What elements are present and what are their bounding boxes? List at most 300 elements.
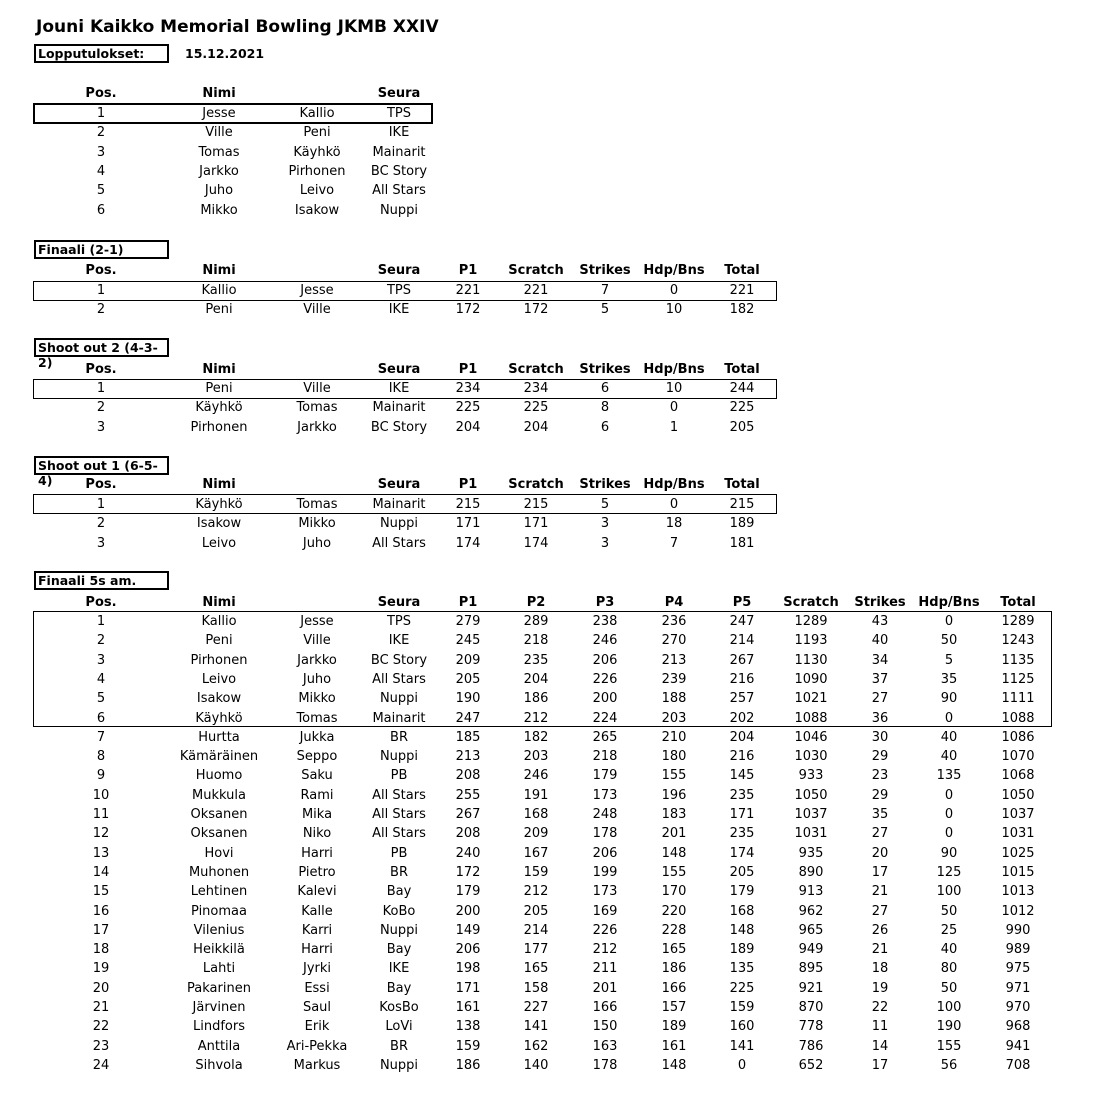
- finaali5s-cell: Pietro: [298, 864, 336, 880]
- finaali5s-cell: 216: [729, 671, 755, 687]
- finaali5s-cell: Saul: [302, 1000, 332, 1015]
- finaali5s-cell: 1130: [794, 652, 828, 668]
- finaali5s-cell: 246: [523, 768, 549, 784]
- event-date: 15.12.2021: [185, 46, 265, 61]
- finaali5s-cell: Lehtinen: [190, 884, 248, 900]
- finaali-cell: 10: [665, 302, 683, 318]
- finaali5s-cell: 100: [936, 1000, 962, 1015]
- final_standings-cell: Mainarit: [372, 144, 426, 160]
- shootout1-label: Shoot out 1 (6-5-4): [34, 456, 169, 475]
- finaali5s-cell: 24: [92, 1057, 110, 1073]
- finaali5s-cell: 21: [92, 1000, 110, 1015]
- finaali5s-cell: 213: [455, 749, 481, 765]
- finaali5s-cell: 17: [871, 1057, 889, 1073]
- finaali5s-cell: 1088: [794, 710, 828, 726]
- finaali5s-cell: 135: [729, 961, 755, 977]
- final_standings-cell: Isakow: [294, 202, 340, 218]
- shootout2-cell: 8: [600, 400, 610, 416]
- finaali5s-cell: 201: [661, 826, 687, 842]
- finaali5s-cell: 1046: [794, 729, 828, 745]
- finaali5s-cell: Rami: [300, 787, 334, 803]
- shootout1-cell: 174: [523, 535, 549, 551]
- finaali5s-cell: 19: [92, 961, 110, 977]
- finaali5s-cell: 2: [96, 633, 106, 649]
- finaali5s-cell: 29: [871, 787, 889, 803]
- results-label: Lopputulokset:: [34, 44, 169, 63]
- finaali5s-cell: Juho: [302, 671, 332, 687]
- finaali5s-cell: Bay: [386, 942, 412, 958]
- finaali5s-cell: 22: [92, 1019, 110, 1035]
- shootout2-header-cell: Scratch: [508, 362, 564, 377]
- finaali5s-cell: 203: [523, 749, 549, 765]
- finaali5s-cell: 190: [455, 691, 481, 707]
- finaali5s-cell: 1088: [1001, 710, 1035, 726]
- finaali5s-cell: 1090: [794, 671, 828, 687]
- finaali5s-cell: 935: [798, 845, 824, 861]
- finaali5s-cell: 177: [523, 942, 549, 958]
- finaali5s-cell: 17: [92, 922, 110, 938]
- finaali5s-cell: 239: [661, 671, 687, 687]
- shootout1-cell: Käyhkö: [195, 497, 243, 512]
- finaali5s-cell: 163: [592, 1038, 618, 1054]
- finaali5s-cell: 171: [455, 980, 481, 996]
- shootout1-header-cell: Seura: [377, 477, 421, 492]
- finaali5s-cell: 165: [661, 942, 687, 958]
- final_standings-cell: 2: [96, 125, 106, 141]
- finaali-cell: 1: [96, 283, 106, 298]
- finaali5s-cell: 135: [936, 768, 962, 784]
- shootout1-cell: Mainarit: [372, 497, 426, 512]
- finaali5s-cell: 989: [1005, 942, 1031, 958]
- finaali5s-cell: 248: [592, 807, 618, 822]
- finaali5s-cell: 1070: [1001, 749, 1035, 765]
- finaali5s-cell: Markus: [293, 1057, 341, 1073]
- finaali5s-cell: 14: [92, 864, 110, 880]
- finaali5s-cell: 20: [92, 980, 110, 996]
- finaali5s-cell: 212: [523, 884, 549, 900]
- finaali5s-cell: 941: [1005, 1038, 1031, 1054]
- finaali5s-cell: 962: [798, 903, 824, 919]
- finaali5s-cell: Jyrki: [302, 961, 332, 977]
- finaali5s-cell: 155: [661, 864, 687, 880]
- finaali5s-cell: 12: [92, 826, 110, 842]
- finaali5s-cell: 40: [940, 942, 958, 958]
- shootout1-cell: 174: [455, 535, 481, 551]
- finaali5s-cell: 213: [661, 652, 687, 668]
- finaali-cell: 0: [669, 283, 679, 298]
- finaali5s-cell: Harri: [301, 942, 333, 958]
- finaali5s-cell: 190: [936, 1019, 962, 1035]
- finaali5s-cell: 141: [523, 1019, 549, 1035]
- finaali5s-cell: Niko: [302, 826, 332, 842]
- finaali5s-cell: 0: [737, 1057, 747, 1073]
- finaali5s-cell: 185: [455, 729, 481, 745]
- final_standings-cell: Jarkko: [199, 163, 239, 179]
- finaali5s-cell: Oksanen: [190, 826, 248, 842]
- shootout2-cell: Tomas: [296, 400, 338, 416]
- finaali5s-cell: Jesse: [300, 614, 334, 629]
- shootout2-cell: 6: [600, 381, 610, 396]
- finaali5s-cell: 37: [871, 671, 889, 687]
- finaali5s-cell: PB: [390, 768, 408, 784]
- shootout1-header-cell: Total: [724, 477, 760, 492]
- finaali5s-cell: All Stars: [372, 671, 426, 687]
- final_standings-cell: 5: [96, 183, 106, 199]
- finaali-cell: 182: [729, 302, 755, 318]
- final_standings-cell: Tomas: [198, 144, 240, 160]
- finaali5s-cell: 196: [661, 787, 687, 803]
- finaali5s-cell: 80: [940, 961, 958, 977]
- finaali5s-cell: Kämäräinen: [179, 749, 259, 765]
- finaali5s-cell: 203: [661, 710, 687, 726]
- finaali5s-cell: 209: [523, 826, 549, 842]
- finaali5s-cell: 160: [729, 1019, 755, 1035]
- shootout2-header-cell: Total: [724, 362, 760, 377]
- finaali5s-cell: PB: [390, 845, 408, 861]
- finaali5s-cell: 246: [592, 633, 618, 649]
- finaali-header-cell: Pos.: [85, 263, 117, 278]
- finaali-header-cell: Total: [724, 263, 760, 278]
- finaali5s-cell: 43: [871, 614, 889, 629]
- shootout2-header-cell: Strikes: [579, 362, 631, 377]
- finaali5s-cell: 29: [871, 749, 889, 765]
- shootout1-header-cell: Nimi: [202, 477, 236, 492]
- finaali5s-cell: 10: [92, 787, 110, 803]
- finaali5s-cell: 148: [661, 1057, 687, 1073]
- finaali5s-cell: 0: [944, 807, 954, 822]
- shootout2-header-cell: Pos.: [85, 362, 117, 377]
- finaali5s-cell: 209: [455, 652, 481, 668]
- finaali5s-cell: 1111: [1001, 691, 1035, 707]
- finaali5s-cell: 212: [523, 710, 549, 726]
- finaali5s-cell: 208: [455, 768, 481, 784]
- finaali5s-cell: 138: [455, 1019, 481, 1035]
- shootout2-cell: 1: [96, 381, 106, 396]
- finaali5s-cell: 34: [871, 652, 889, 668]
- finaali5s-cell: 159: [729, 1000, 755, 1015]
- finaali5s-cell: Mika: [301, 807, 333, 822]
- finaali5s-cell: 1068: [1001, 768, 1035, 784]
- shootout2-label: Shoot out 2 (4-3-2): [34, 338, 169, 357]
- finaali5s-cell: 186: [455, 1057, 481, 1073]
- finaali5s-cell: 206: [455, 942, 481, 958]
- finaali5s-cell: 965: [798, 922, 824, 938]
- finaali5s-cell: 198: [455, 961, 481, 977]
- finaali5s-cell: Sihvola: [195, 1057, 243, 1073]
- shootout1-cell: Mikko: [298, 516, 336, 532]
- finaali5s-cell: 178: [592, 1057, 618, 1073]
- shootout2-cell: 0: [669, 400, 679, 416]
- finaali5s-cell: 149: [455, 922, 481, 938]
- finaali5s-cell: 191: [523, 787, 549, 803]
- finaali5s-cell: KoBo: [382, 903, 416, 919]
- finaali5s-cell: 50: [940, 633, 958, 649]
- finaali5s-cell: 990: [1005, 922, 1031, 938]
- finaali5s-cell: 1135: [1001, 652, 1035, 668]
- finaali5s-cell: 1013: [1001, 884, 1035, 900]
- final_standings-cell: Kallio: [299, 106, 335, 121]
- final_standings-cell: IKE: [388, 125, 410, 141]
- finaali5s-cell: 968: [1005, 1019, 1031, 1035]
- shootout2-cell: 205: [729, 419, 755, 435]
- final_standings-cell: 3: [96, 144, 106, 160]
- finaali5s-cell: 40: [871, 633, 889, 649]
- finaali5s-cell: 205: [455, 671, 481, 687]
- finaali5s-cell: Muhonen: [188, 864, 250, 880]
- finaali5s-cell: 257: [729, 691, 755, 707]
- finaali5s-cell: All Stars: [372, 807, 426, 822]
- finaali5s-cell: Pinomaa: [191, 903, 247, 919]
- shootout2-cell: 234: [455, 381, 481, 396]
- finaali5s-cell: 150: [592, 1019, 618, 1035]
- finaali5s-cell: 11: [92, 807, 110, 822]
- final_standings-cell: Nuppi: [379, 202, 419, 218]
- finaali5s-cell: Harri: [301, 845, 333, 861]
- finaali5s-cell: 206: [592, 652, 618, 668]
- shootout1-cell: 215: [455, 497, 481, 512]
- finaali5s-cell: 1031: [794, 826, 828, 842]
- finaali5s-cell: Nuppi: [379, 922, 419, 938]
- finaali5s-cell: 40: [940, 749, 958, 765]
- finaali5s-cell: Hovi: [204, 845, 234, 861]
- shootout1-cell: 1: [96, 497, 106, 512]
- shootout2-header-cell: Seura: [377, 362, 421, 377]
- finaali5s-cell: 778: [798, 1019, 824, 1035]
- finaali5s-cell: 1037: [1001, 807, 1035, 822]
- finaali5s-cell: 90: [940, 691, 958, 707]
- finaali5s-cell: 189: [661, 1019, 687, 1035]
- shootout1-cell: All Stars: [372, 535, 426, 551]
- finaali5s-cell: Mukkula: [192, 787, 246, 803]
- shootout2-cell: 225: [523, 400, 549, 416]
- finaali5s-cell: Jarkko: [297, 652, 337, 668]
- finaali5s-cell: 158: [523, 980, 549, 996]
- finaali5s-cell: 188: [661, 691, 687, 707]
- finaali5s-cell: 27: [871, 826, 889, 842]
- finaali5s-cell: Käyhkö: [195, 710, 243, 726]
- finaali5s-cell: 279: [455, 614, 481, 629]
- finaali5s-cell: 166: [661, 980, 687, 996]
- shootout1-cell: 181: [729, 535, 755, 551]
- finaali5s-cell: 19: [871, 980, 889, 996]
- finaali5s-cell: 18: [871, 961, 889, 977]
- finaali-header-cell: P1: [458, 263, 478, 278]
- final_standings-cell: Mikko: [200, 202, 238, 218]
- finaali5s-header-cell: Strikes: [854, 595, 906, 610]
- finaali5s-cell: 30: [871, 729, 889, 745]
- finaali5s-cell: 200: [455, 903, 481, 919]
- finaali5s-cell: 6: [96, 710, 106, 726]
- finaali5s-cell: 971: [1005, 980, 1031, 996]
- finaali5s-cell: 212: [592, 942, 618, 958]
- finaali5s-cell: 218: [592, 749, 618, 765]
- finaali5s-cell: 3: [96, 652, 106, 668]
- finaali5s-cell: 17: [871, 864, 889, 880]
- finaali5s-cell: 1031: [1001, 826, 1035, 842]
- finaali5s-cell: Pakarinen: [187, 980, 251, 996]
- finaali5s-cell: 15: [92, 884, 110, 900]
- finaali5s-cell: 205: [729, 864, 755, 880]
- finaali-header-cell: Hdp/Bns: [643, 263, 705, 278]
- final_standings-header-cell: Nimi: [202, 86, 236, 101]
- shootout2-header-cell: Hdp/Bns: [643, 362, 705, 377]
- finaali5s-cell: 206: [592, 845, 618, 861]
- finaali5s-cell: 201: [592, 980, 618, 996]
- shootout2-cell: 2: [96, 400, 106, 416]
- finaali-cell: 221: [523, 283, 549, 298]
- finaali5s-cell: 1289: [1001, 614, 1035, 629]
- finaali5s-cell: 1050: [794, 787, 828, 803]
- finaali-cell: 221: [729, 283, 755, 298]
- shootout1-cell: 171: [455, 516, 481, 532]
- finaali5s-cell: 1125: [1001, 671, 1035, 687]
- shootout1-header-cell: Hdp/Bns: [643, 477, 705, 492]
- shootout1-header-cell: Pos.: [85, 477, 117, 492]
- finaali5s-cell: 179: [592, 768, 618, 784]
- finaali5s-cell: 199: [592, 864, 618, 880]
- shootout2-cell: 204: [455, 419, 481, 435]
- finaali5s-cell: 8: [96, 749, 106, 765]
- finaali5s-cell: BR: [390, 864, 408, 880]
- finaali5s-cell: 168: [523, 807, 549, 822]
- finaali-cell: 221: [455, 283, 481, 298]
- finaali5s-header-cell: P1: [458, 595, 478, 610]
- finaali5s-cell: Hurtta: [198, 729, 240, 745]
- finaali5s-cell: 921: [798, 980, 824, 996]
- finaali5s-cell: 1030: [794, 749, 828, 765]
- finaali5s-header-cell: Seura: [377, 595, 421, 610]
- finaali5s-cell: 148: [661, 845, 687, 861]
- finaali5s-cell: 26: [871, 922, 889, 938]
- shootout2-cell: BC Story: [370, 419, 428, 435]
- shootout2-cell: 244: [729, 381, 755, 396]
- finaali5s-cell: 56: [940, 1057, 958, 1073]
- finaali5s-cell: 50: [940, 903, 958, 919]
- finaali5s-cell: 652: [798, 1057, 824, 1073]
- final_standings-header-cell: Seura: [377, 86, 421, 101]
- finaali5s-cell: 162: [523, 1038, 549, 1054]
- finaali5s-cell: 708: [1005, 1057, 1031, 1073]
- shootout1-cell: 3: [96, 535, 106, 551]
- finaali5s-cell: 200: [592, 691, 618, 707]
- finaali5s-cell: Karri: [301, 922, 333, 938]
- finaali5s-cell: Kallio: [201, 614, 237, 629]
- finaali5s-cell: 174: [729, 845, 755, 861]
- shootout2-cell: Mainarit: [372, 400, 426, 416]
- finaali5s-cell: 0: [944, 614, 954, 629]
- finaali5s-header-cell: Nimi: [202, 595, 236, 610]
- finaali5s-cell: 1037: [794, 807, 828, 822]
- shootout1-cell: 3: [600, 535, 610, 551]
- finaali5s-cell: Seppo: [296, 749, 338, 765]
- final_standings-cell: 4: [96, 163, 106, 179]
- finaali5s-cell: LoVi: [385, 1019, 413, 1035]
- finaali5s-cell: 145: [729, 768, 755, 784]
- finaali5s-header-cell: Scratch: [783, 595, 839, 610]
- shootout2-cell: 234: [523, 381, 549, 396]
- final_standings-cell: Leivo: [299, 183, 335, 199]
- finaali5s-cell: 100: [936, 884, 962, 900]
- finaali5s-header-cell: P5: [732, 595, 752, 610]
- finaali5s-header-cell: P4: [664, 595, 684, 610]
- finaali5s-cell: Kalevi: [297, 884, 337, 900]
- finaali5s-cell: 159: [455, 1038, 481, 1054]
- finaali5s-cell: Essi: [304, 980, 330, 996]
- finaali-header-cell: Seura: [377, 263, 421, 278]
- finaali5s-cell: Tomas: [296, 710, 338, 726]
- finaali5s-cell: 214: [523, 922, 549, 938]
- final_standings-cell: 1: [96, 106, 106, 121]
- finaali5s-cell: 0: [944, 787, 954, 803]
- finaali5s-cell: 50: [940, 980, 958, 996]
- shootout2-cell: 225: [455, 400, 481, 416]
- final_standings-header-cell: Pos.: [85, 86, 117, 101]
- finaali5s-cell: Jukka: [299, 729, 335, 745]
- finaali5s-cell: 235: [523, 652, 549, 668]
- finaali5s-cell: 166: [592, 1000, 618, 1015]
- finaali5s-cell: 890: [798, 864, 824, 880]
- final_standings-cell: All Stars: [372, 183, 426, 199]
- finaali5s-cell: 0: [944, 826, 954, 842]
- finaali5s-cell: 148: [729, 922, 755, 938]
- shootout1-cell: 189: [729, 516, 755, 532]
- finaali5s-cell: 27: [871, 691, 889, 707]
- finaali5s-cell: 220: [661, 903, 687, 919]
- finaali5s-header-cell: P3: [595, 595, 615, 610]
- finaali-cell: Ville: [303, 302, 331, 318]
- finaali5s-cell: 40: [940, 729, 958, 745]
- shootout1-header-cell: Scratch: [508, 477, 564, 492]
- finaali5s-cell: KosBo: [379, 1000, 419, 1015]
- finaali5s-cell: 189: [729, 942, 755, 958]
- final_standings-cell: 6: [96, 202, 106, 218]
- shootout2-cell: 10: [665, 381, 683, 396]
- finaali5s-cell: Nuppi: [379, 749, 419, 765]
- finaali5s-cell: 245: [455, 633, 481, 649]
- finaali5s-cell: Ville: [303, 633, 331, 649]
- finaali5s-cell: 247: [455, 710, 481, 726]
- finaali5s-cell: 235: [729, 826, 755, 842]
- finaali5s-cell: 1086: [1001, 729, 1035, 745]
- finaali5s-cell: 205: [523, 903, 549, 919]
- finaali5s-cell: 36: [871, 710, 889, 726]
- finaali5s-cell: 895: [798, 961, 824, 977]
- finaali5s-cell: Anttila: [197, 1038, 241, 1054]
- finaali5s-cell: BC Story: [370, 652, 428, 668]
- finaali5s-cell: Leivo: [201, 671, 237, 687]
- finaali5s-cell: 1015: [1001, 864, 1035, 880]
- finaali5s-cell: 289: [523, 614, 549, 629]
- shootout1-cell: 3: [600, 516, 610, 532]
- finaali5s-cell: 265: [592, 729, 618, 745]
- shootout2-header-cell: Nimi: [202, 362, 236, 377]
- finaali5s-header-cell: Total: [1000, 595, 1036, 610]
- finaali5s-cell: BR: [390, 1038, 408, 1054]
- finaali5s-cell: 90: [940, 845, 958, 861]
- finaali5s-cell: 186: [523, 691, 549, 707]
- shootout2-cell: 3: [96, 419, 106, 435]
- finaali5s-cell: 226: [592, 671, 618, 687]
- finaali5s-cell: 210: [661, 729, 687, 745]
- finaali5s-cell: TPS: [386, 614, 412, 629]
- finaali5s-cell: 14: [871, 1038, 889, 1054]
- finaali5s-cell: 173: [592, 884, 618, 900]
- shootout2-cell: Jarkko: [297, 419, 337, 435]
- finaali5s-cell: Huomo: [195, 768, 243, 784]
- shootout1-cell: Leivo: [201, 535, 237, 551]
- finaali5s-cell: 204: [523, 671, 549, 687]
- finaali5s-cell: 179: [729, 884, 755, 900]
